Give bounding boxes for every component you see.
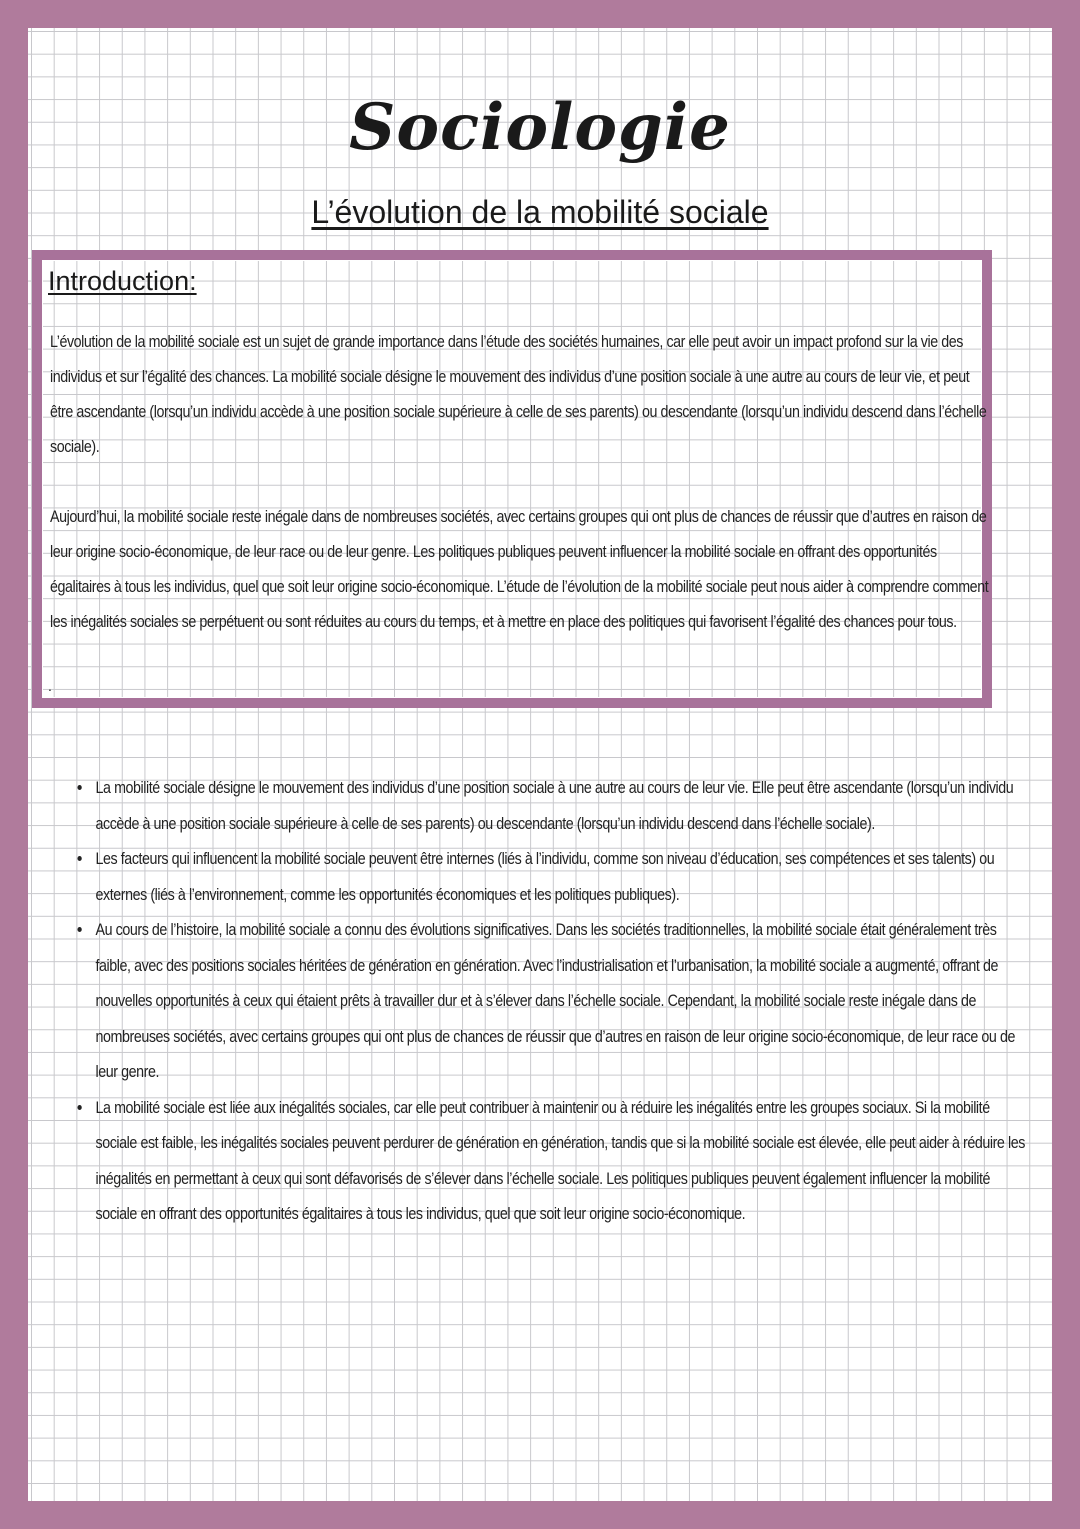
list-item: • Au cours de l’histoire, la mobilité sociale a connu des évolutions significatives. Dans les sociétés traditionnelles, la mobilité sociale était généralement très faible, avec des positions sociales héritées de génération en génération. Avec l’industrialisation et l’urbanisation, la mobilité sociale a augmenté, offrant de nouvelles opportunités à ceux qui étaient prêts à travailler dur et à s’élever dans l’échelle sociale. Cependant, la mobilité sociale reste inégale dans de nombreuses sociétés, avec certains groupes qui ont plus de chances de réussir que d’autres en raison de leur origine socio-économique, de leur race ou de leur genre. [92,912,1032,1090]
stray-mark: . [48,678,52,694]
introduction-box [32,250,992,708]
bullet-list [68,770,1032,1232]
list-item: • La mobilité sociale est liée aux inégalités sociales, car elle peut contribuer à maintenir ou à réduire les inégalités entre les groupes sociaux. Si la mobilité sociale est faible, les inégalités sociales peuvent perdurer de génération en génération, tandis que si la mobilité sociale est élevée, elle peut aider à réduire les inégalités en permettant à ceux qui sont défavorisés de s’élever dans l’échelle sociale. Les politiques publiques peuvent également influencer la mobilité sociale en offrant des opportunités égalitaires à tous les individus, quel que soit leur origine socio-économique. [92,1090,1032,1232]
notebook-page [28,28,1052,1501]
introduction-paragraph-1: L’évolution de la mobilité sociale est un sujet de grande importance dans l’étude des sociétés humaines, car elle peut avoir un impact profond sur la vie des individus et sur l’égalité des chances. La mobilité sociale désigne le mouvement des individus d’une position sociale à une autre au cours de leur vie, et peut être ascendante (lorsqu’un individu accède à une position sociale supérieure à celle de ses parents) ou descendante (lorsqu’un individu descend dans l’échelle sociale). [50,332,987,456]
list-item: • La mobilité sociale désigne le mouvement des individus d’une position sociale à une autre au cours de leur vie. Elle peut être ascendante (lorsqu’un individu accède à une position sociale supérieure à celle de ses parents) ou descendante (lorsqu’un individu descend dans l’échelle sociale). [92,770,1032,841]
page-title: Sociologie [349,90,731,165]
introduction-paragraph-2: Aujourd’hui, la mobilité sociale reste inégale dans de nombreuses sociétés, avec certains groupes qui ont plus de chances de réussir que d’autres en raison de leur origine socio-économique, de leur race ou de leur genre. Les politiques publiques peuvent influencer la mobilité sociale en offrant des opportunités égalitaires à tous les individus, quel que soit leur origine socio-économique. L’étude de l’évolution de la mobilité sociale peut nous aider à comprendre comment les inégalités sociales se perpétuent ou sont réduites au cours du temps, et à mettre en place des politiques qui favorisent l’égalité des chances pour tous. [50,507,989,631]
introduction-heading: Introduction: [48,266,197,296]
list-item: • Les facteurs qui influencent la mobilité sociale peuvent être internes (liés à l’individu, comme son niveau d’éducation, ses compétences et ses talents) ou externes (liés à l’environnement, comme les opportunités économiques et les politiques publiques). [92,841,1032,912]
page-subtitle: L’évolution de la mobilité sociale [311,194,769,230]
